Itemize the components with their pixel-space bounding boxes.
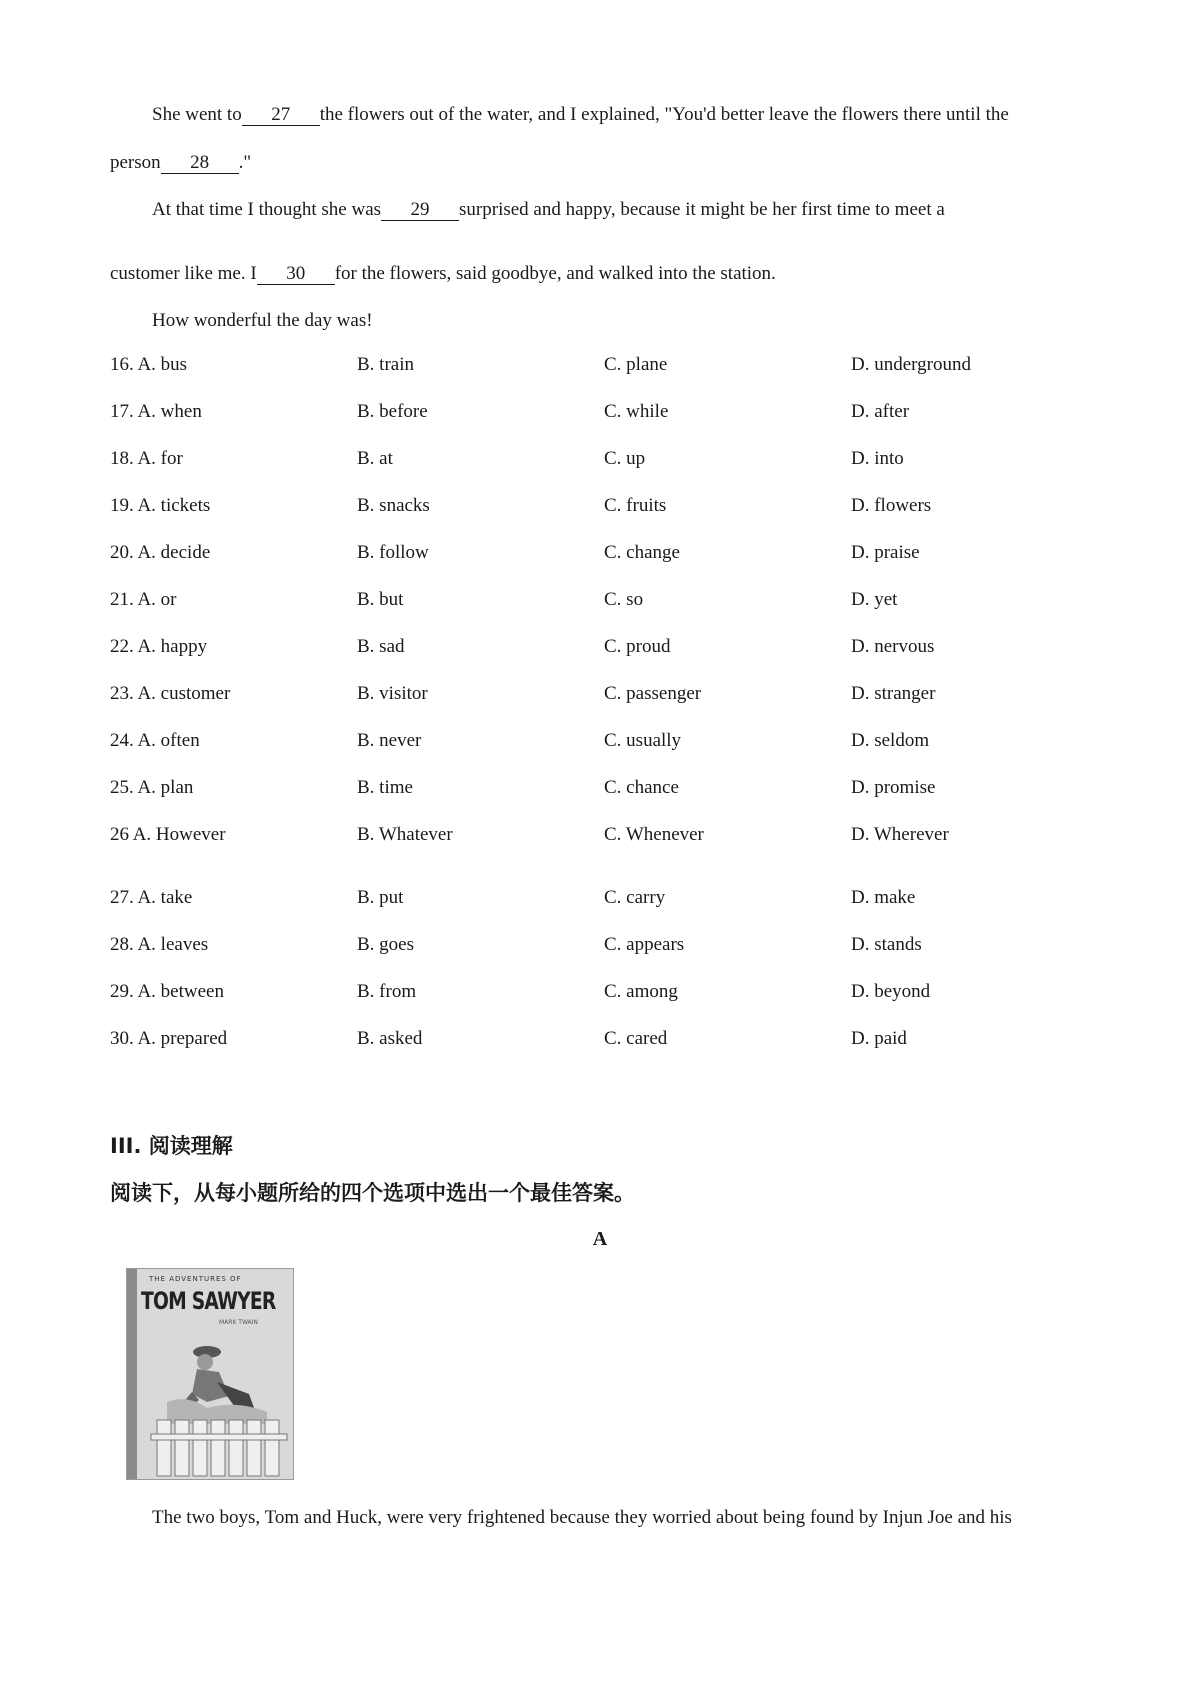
passage-line-5: How wonderful the day was! [152, 310, 373, 331]
reading-first-line: The two boys, Tom and Huck, were very frightened because they worried about being found by Injun Joe and his [152, 1507, 1012, 1528]
option-c: C. plane [604, 354, 668, 375]
option-d: D. beyond [851, 981, 931, 1002]
question-row [110, 981, 1070, 1009]
passage-text: surprised and happy, because it might be her first time to meet a [459, 199, 945, 220]
option-a: 28. A. leaves [110, 934, 209, 955]
option-b: B. goes [357, 934, 414, 955]
option-c: C. cared [604, 1028, 668, 1049]
question-row [110, 777, 1070, 805]
option-b: B. from [357, 981, 417, 1002]
option-c: C. fruits [604, 495, 667, 516]
option-a: 16. A. bus [110, 354, 188, 375]
option-d: D. yet [851, 589, 898, 610]
section-heading: III. 阅读理解 [110, 1134, 233, 1158]
book-title: TOM SAWYER [141, 1287, 276, 1315]
option-d: D. paid [851, 1028, 907, 1049]
option-d: D. underground [851, 354, 971, 375]
option-a: 27. A. take [110, 887, 193, 908]
passage-line-3 [152, 199, 945, 221]
passage-text: person [110, 152, 161, 173]
option-a: 24. A. often [110, 730, 200, 751]
option-b: B. sad [357, 636, 405, 657]
option-d: D. promise [851, 777, 936, 798]
option-c: C. change [604, 542, 680, 563]
passage-text: At that time I thought she was [152, 199, 382, 220]
passage-text: She went to [152, 104, 242, 125]
question-row [110, 354, 1070, 382]
option-d: D. praise [851, 542, 920, 563]
option-b: B. train [357, 354, 414, 375]
option-a: 18. A. for [110, 448, 183, 469]
option-b: B. but [357, 589, 404, 610]
question-row [110, 824, 1070, 852]
question-row [110, 401, 1070, 429]
question-row [110, 683, 1070, 711]
option-a: 23. A. customer [110, 683, 231, 704]
question-row [110, 730, 1070, 758]
option-d: D. after [851, 401, 910, 422]
option-c: C. up [604, 448, 646, 469]
option-b: B. follow [357, 542, 429, 563]
option-c: C. among [604, 981, 678, 1002]
option-d: D. stands [851, 934, 922, 955]
option-a: 19. A. tickets [110, 495, 211, 516]
passage-line-1 [152, 104, 1009, 126]
part-label: A [592, 1228, 608, 1250]
option-d: D. seldom [851, 730, 930, 751]
option-b: B. at [357, 448, 393, 469]
question-row [110, 542, 1070, 570]
book-author: MARK TWAIN [219, 1319, 258, 1326]
option-c: C. so [604, 589, 644, 610]
question-row [110, 589, 1070, 617]
option-a: 20. A. decide [110, 542, 211, 563]
option-a: 29. A. between [110, 981, 224, 1002]
option-b: B. never [357, 730, 422, 751]
option-a: 22. A. happy [110, 636, 208, 657]
passage-text: for the flowers, said goodbye, and walked into the station. [334, 263, 776, 284]
option-b: B. put [357, 887, 404, 908]
option-c: C. Whenever [604, 824, 704, 845]
passage-text: the flowers out of the water, and I explained, "You'd better leave the flowers there until the [319, 104, 1009, 125]
option-a: 26 A. However [110, 824, 226, 845]
option-d: D. stranger [851, 683, 936, 704]
option-d: D. flowers [851, 495, 932, 516]
section-instruction: 阅读下，从每小题所给的四个选项中选出一个最佳答案。 [110, 1181, 635, 1205]
option-c: C. passenger [604, 683, 702, 704]
book-spine [127, 1269, 137, 1479]
book-cover-image [126, 1268, 294, 1480]
option-d: D. Wherever [851, 824, 949, 845]
option-b: B. time [357, 777, 413, 798]
passage-text: ." [238, 152, 252, 173]
boy-on-fence-illustration [137, 1324, 293, 1479]
book-subtitle: THE ADVENTURES OF [149, 1275, 242, 1283]
blank-27: 27 [242, 105, 320, 126]
option-d: D. make [851, 887, 916, 908]
passage-text: customer like me. I [110, 263, 257, 284]
blank-28: 28 [161, 153, 239, 174]
question-row [110, 495, 1070, 523]
option-d: D. nervous [851, 636, 935, 657]
option-c: C. proud [604, 636, 671, 657]
option-c: C. chance [604, 777, 679, 798]
option-b: B. before [357, 401, 428, 422]
option-a: 30. A. prepared [110, 1028, 228, 1049]
option-c: C. carry [604, 887, 666, 908]
blank-30: 30 [257, 264, 335, 285]
option-b: B. snacks [357, 495, 430, 516]
question-row [110, 1028, 1070, 1056]
passage-line-4 [110, 263, 776, 285]
question-row [110, 887, 1070, 915]
option-c: C. while [604, 401, 669, 422]
option-c: C. usually [604, 730, 682, 751]
option-b: B. asked [357, 1028, 423, 1049]
option-a: 17. A. when [110, 401, 202, 422]
option-a: 25. A. plan [110, 777, 194, 798]
question-row [110, 448, 1070, 476]
passage-line-2 [110, 152, 251, 174]
question-row [110, 636, 1070, 664]
option-b: B. Whatever [357, 824, 453, 845]
blank-29: 29 [381, 200, 459, 221]
option-a: 21. A. or [110, 589, 177, 610]
option-d: D. into [851, 448, 904, 469]
option-b: B. visitor [357, 683, 428, 704]
question-row [110, 934, 1070, 962]
option-c: C. appears [604, 934, 685, 955]
